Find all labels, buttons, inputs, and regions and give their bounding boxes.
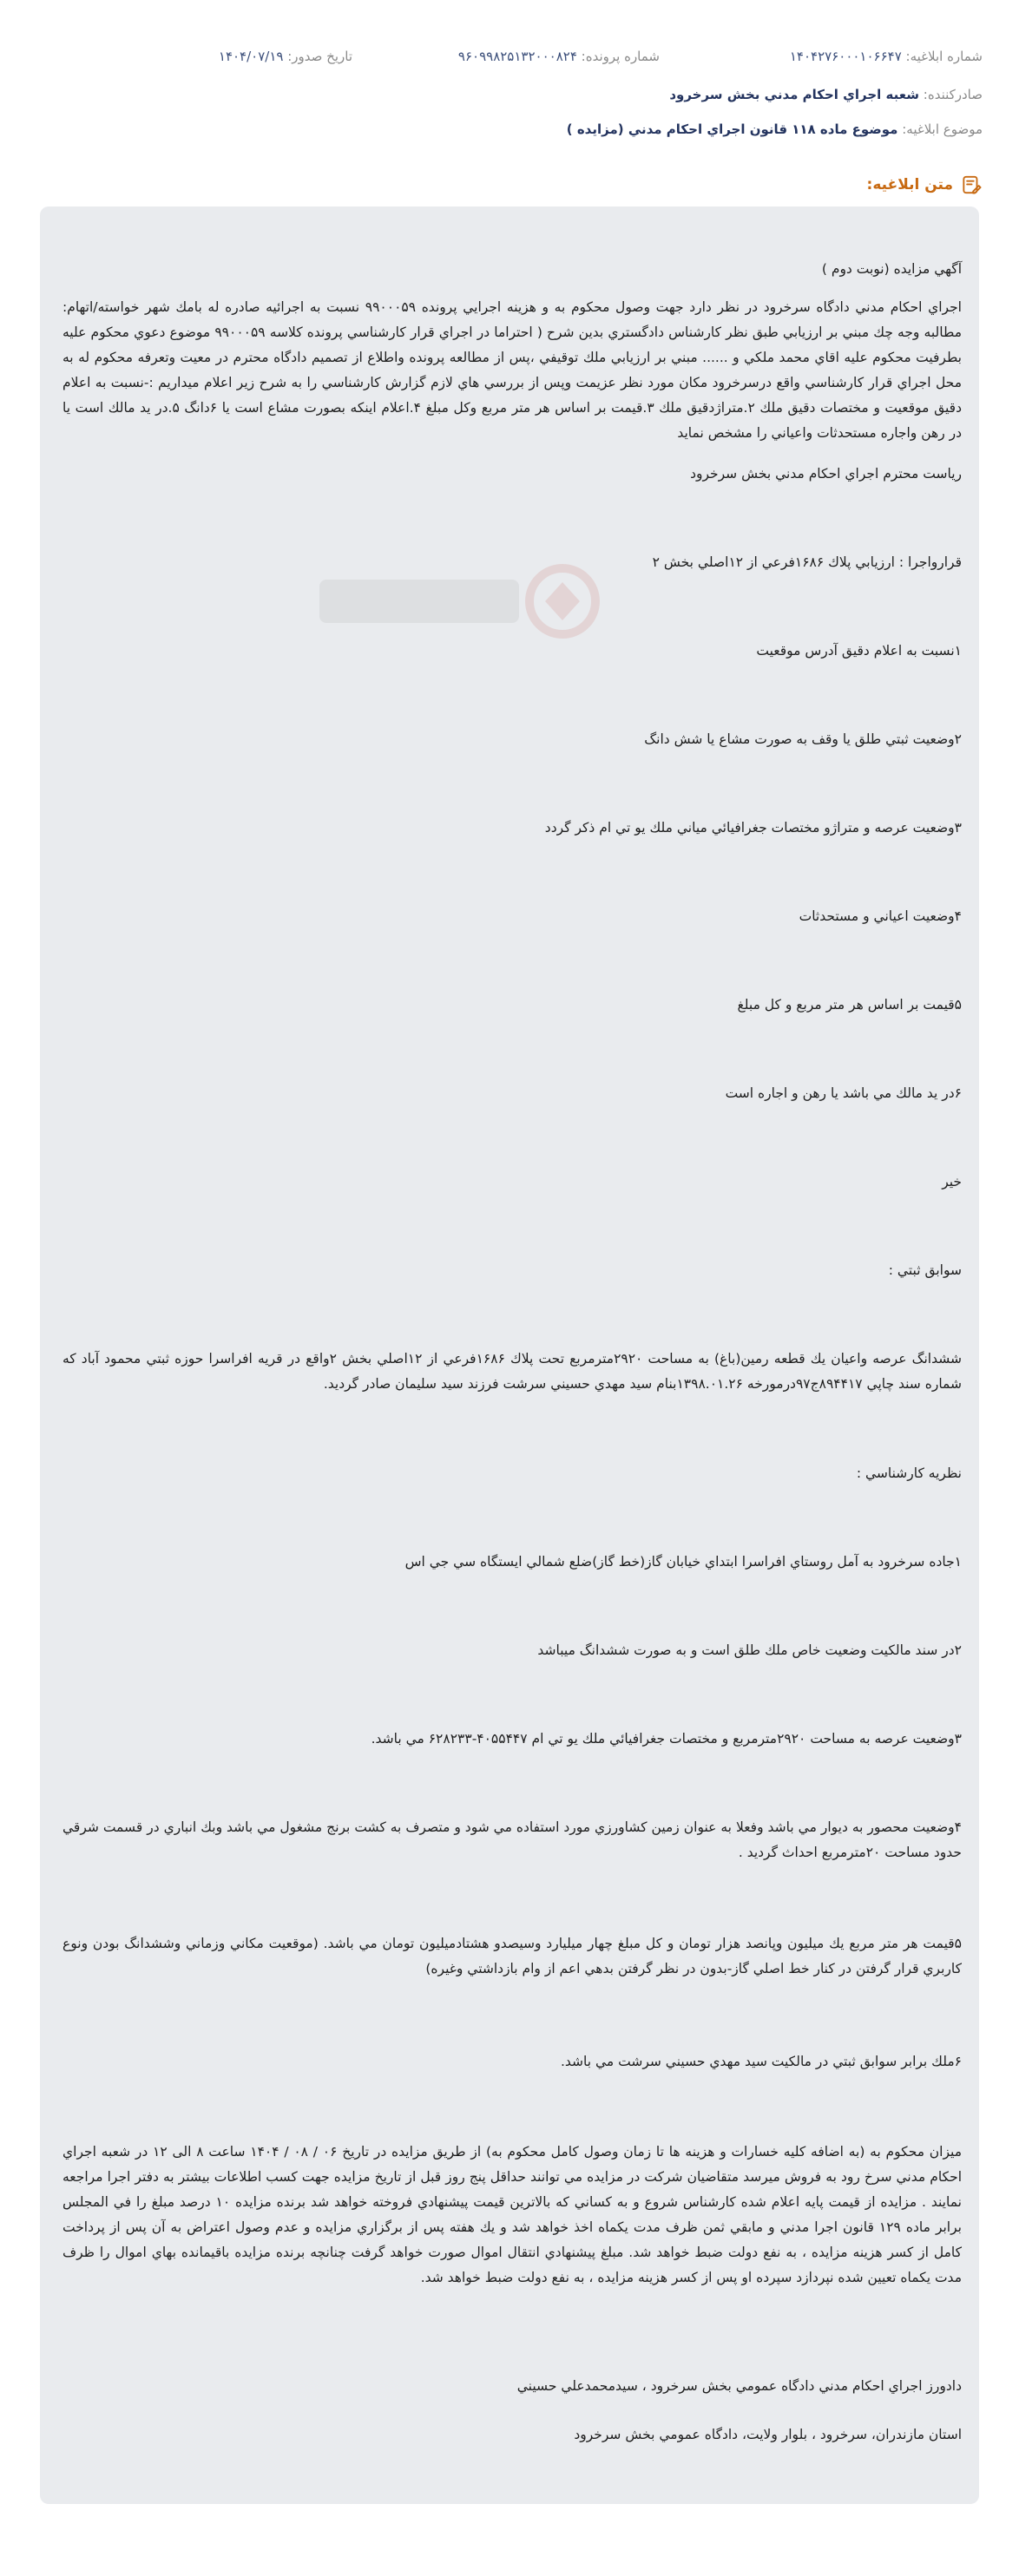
subject-value: موضوع ماده ۱۱۸ قانون اجراي احکام مدني (مزايده )	[566, 121, 898, 137]
case-number-value: ۹۶۰۹۹۸۲۵۱۳۲۰۰۰۸۲۴	[457, 49, 577, 64]
notice-paragraph: ۳وضعيت عرصه و متراژو مختصات جغرافيائي مياني ملك يو تي ام ذكر گردد	[544, 820, 962, 836]
notice-meta-row	[35, 49, 983, 69]
notice-paragraph: دادورز اجراي احكام مدني دادگاه عمومي بخش سرخرود ، سيدمحمدعلي حسيني	[516, 2378, 962, 2394]
issuer-row	[35, 87, 983, 102]
notice-paragraph: ۴وضعيت اعياني و مستحدثات	[799, 908, 962, 924]
notice-paragraph: ۲در سند مالكيت وضعيت خاص ملك طلق است و به صورت ششدانگ ميباشد	[537, 1642, 962, 1658]
notice-paragraph: ۶ملك برابر سوابق ثبتي در مالكيت سيد مهدي حسيني سرشت مي باشد.	[560, 2054, 962, 2069]
notice-number	[790, 49, 983, 64]
issue-date	[219, 49, 352, 64]
notice-number-value: ۱۴۰۴۲۷۶۰۰۰۱۰۶۶۴۷	[789, 49, 902, 64]
notice-paragraph: ۴وضعيت محصور به ديوار مي باشد وفعلا به عنوان زمين كشاورزي مورد استفاده مي شود و متصرف به كشت برنج مشغول مي باشد وبك انباري در قسمت شرقي حدود مساحت ۲۰مترمربع احداث گرديد .	[62, 1819, 962, 1860]
issue-date-value: ۱۴۰۴/۰۷/۱۹	[218, 49, 284, 64]
notice-paragraph: استان مازندران، سرخرود ، بلوار ولايت، دادگاه عمومي بخش سرخرود	[574, 2427, 962, 2442]
issuer-label: صادرکننده:	[923, 87, 983, 102]
issue-date-label: تاریخ صدور:	[287, 49, 352, 64]
notice-paragraph: ۵قيمت هر متر مربع يك ميليون وپانصد هزار تومان و كل مبلغ چهار ميليارد وسيصدو هشتادميليون تومان مي باشد. (موقعيت مكاني وزماني وششدانگ بودن ونوع كاربري قرار گرفتن در كنار خط اصلي گاز-بدون در نظر گرفتن بدهي اعم از وام بازداشتي وغيره)	[62, 1936, 962, 1976]
notice-paragraph: ۱جاده سرخرود به آمل روستاي افراسرا ابتداي خيابان گاز(خط گاز)ضلع شمالي ايستگاه سي جي اس	[404, 1554, 962, 1570]
case-number-label: شماره پرونده:	[581, 49, 660, 64]
document-edit-icon	[960, 174, 983, 196]
notice-paragraph: نظريه كارشناسي :	[856, 1465, 962, 1481]
notice-paragraph: ۲وضعيت ثبتي طلق يا وقف به صورت مشاع يا شش دانگ	[644, 731, 962, 747]
notice-paragraph: خير	[942, 1174, 962, 1190]
notice-number-label: شماره ابلاغیه:	[905, 49, 983, 64]
issuer-value: شعبه اجراي احکام مدني بخش سرخرود	[669, 87, 919, 102]
notice-paragraph: ۱نسبت به اعلام دقيق آدرس موقعيت	[756, 643, 962, 659]
subject-row	[35, 121, 983, 137]
notice-paragraph: اجراي احكام مدني دادگاه سرخرود در نظر دارد جهت وصول محكوم به و هزينه اجرايي پرونده ۹۹۰۰۰۵۹ نسبت به اجرائيه صادره له بامك شهر خواسته/اتهام: مطالبه وجه چك مبني بر ارزيابي طبق نظر كارشناس دادگستري بدين شرح ( احتراما در اجراي قرار كارشناسي پرونده كلاسه ۹۹۰۰۰۵۹ موضوع دعوي محكوم عليه بطرفيت محكوم عليه اقاي محمد ملكي و ...... مبني بر ارزيابي ملك توقيفي ،پس از مطالعه پرونده واطلاع از تصميم دادگاه محترم در معيت وتعرفه محكوم له به محل اجراي قرار كارشناسي واقع درسرخرود مكان مورد نظر عزيمت وپس از بررسي هاي لازم گزارش كارشناسي را به شرح زير اعلام ميداريم :-نسبت به اعلام دقيق موقعيت و مختصات دقيق ملك ۲.متراژدقيق ملك ۳.قيمت بر اساس هر متر مربع وكل مبلغ ۴.اعلام اينكه بصورت مشاع است يا ۶دانگ ۵.در يد مالك است يا در رهن واجاره مستحدثات واعياني را مشخص نمايد	[62, 299, 962, 441]
case-number	[458, 49, 660, 64]
notice-paragraph: ششدانگ عرصه واعيان يك قطعه رمين(باغ) به مساحت ۲۹۲۰مترمربع تحت پلاك ۱۶۸۶فرعي از ۱۲اصلي بخش ۲واقع در قريه افراسرا حوزه ثبتي محمود آباد كه شماره سند چاپي ۸۹۴۴۱۷ج۹۷درمورخه ۱۳۹۸.۰۱.۲۶بنام سيد مهدي حسيني سرشت فرزند سيد سليمان صادر گرديد.	[62, 1351, 963, 1392]
notice-paragraph: قرارواجرا : ارزيابي پلاك ۱۶۸۶فرعي از ۱۲اصلي بخش ۲	[652, 554, 962, 570]
notice-paragraph: سوابق ثبتي :	[888, 1262, 962, 1278]
notice-paragraph: ميزان محكوم به (به اضافه كليه خسارات و هزينه ها تا زمان وصول كامل محكوم به) از طريق مزايده در تاريخ ۰۶ / ۰۸ / ۱۴۰۴ ساعت ۸ الى ۱۲ در شعبه اجراي احكام مدني سرخ رود به فروش ميرسد متقاضيان شركت در مزايده مي توانند حداقل پنج روز قبل از تاريخ مزايده جهت كسب اطلاعات بيشتر به دفتر اجرا مراجعه نمايند . مزايده از قيمت پايه اعلام شده كارشناس شروع و به كساني كه بالاترين قيمت پيشنهادي فروخته خواهد شد برنده مزايده ۱۰ درصد مبلغ را في المجلس برابر ماده ۱۲۹ قانون اجرا مدني و مابقي ثمن ظرف مدت يكماه اخذ خواهد شد و يك هفته پس از برگزاري مزايده و عدم وصول اعتراض به آن پس از پرداخت كامل از كسر هزينه مزايده ، به نفع دولت ضبط خواهد شد. مبلغ پيشنهادي انتقال اموال صورت خواهد گرفت چنانچه برنده مزايده باقيمانده بهاي اموال را ظرف مدت يكماه تعيين شده نپردازد سپرده او پس از كسر هزينه مزايده ، به نفع دولت ضبط خواهد شد.	[62, 2144, 963, 2285]
notice-paragraph: ۶در يد مالك مي باشد يا رهن و اجاره است	[725, 1085, 962, 1101]
notice-text-box	[40, 206, 979, 2504]
notice-paragraph: رياست محترم اجراي احكام مدني بخش سرخرود	[690, 466, 962, 482]
notice-text-title: متن ابلاغیه:	[866, 176, 953, 193]
notice-text-heading	[867, 174, 983, 196]
notice-paragraph: ۳وضعيت عرصه به مساحت ۲۹۲۰مترمربع و مختصات جغرافيائي ملك يو تي ام ۴۰۵۵۴۴۷-۶۲۸۲۳۳ مي باشد.	[371, 1731, 962, 1747]
notice-paragraph: ۵قيمت بر اساس هر متر مربع و كل مبلغ	[737, 997, 962, 1013]
subject-label: موضوع ابلاغیه:	[902, 121, 983, 137]
notice-paragraph: آگهي مزايده (نوبت دوم )	[821, 261, 962, 277]
